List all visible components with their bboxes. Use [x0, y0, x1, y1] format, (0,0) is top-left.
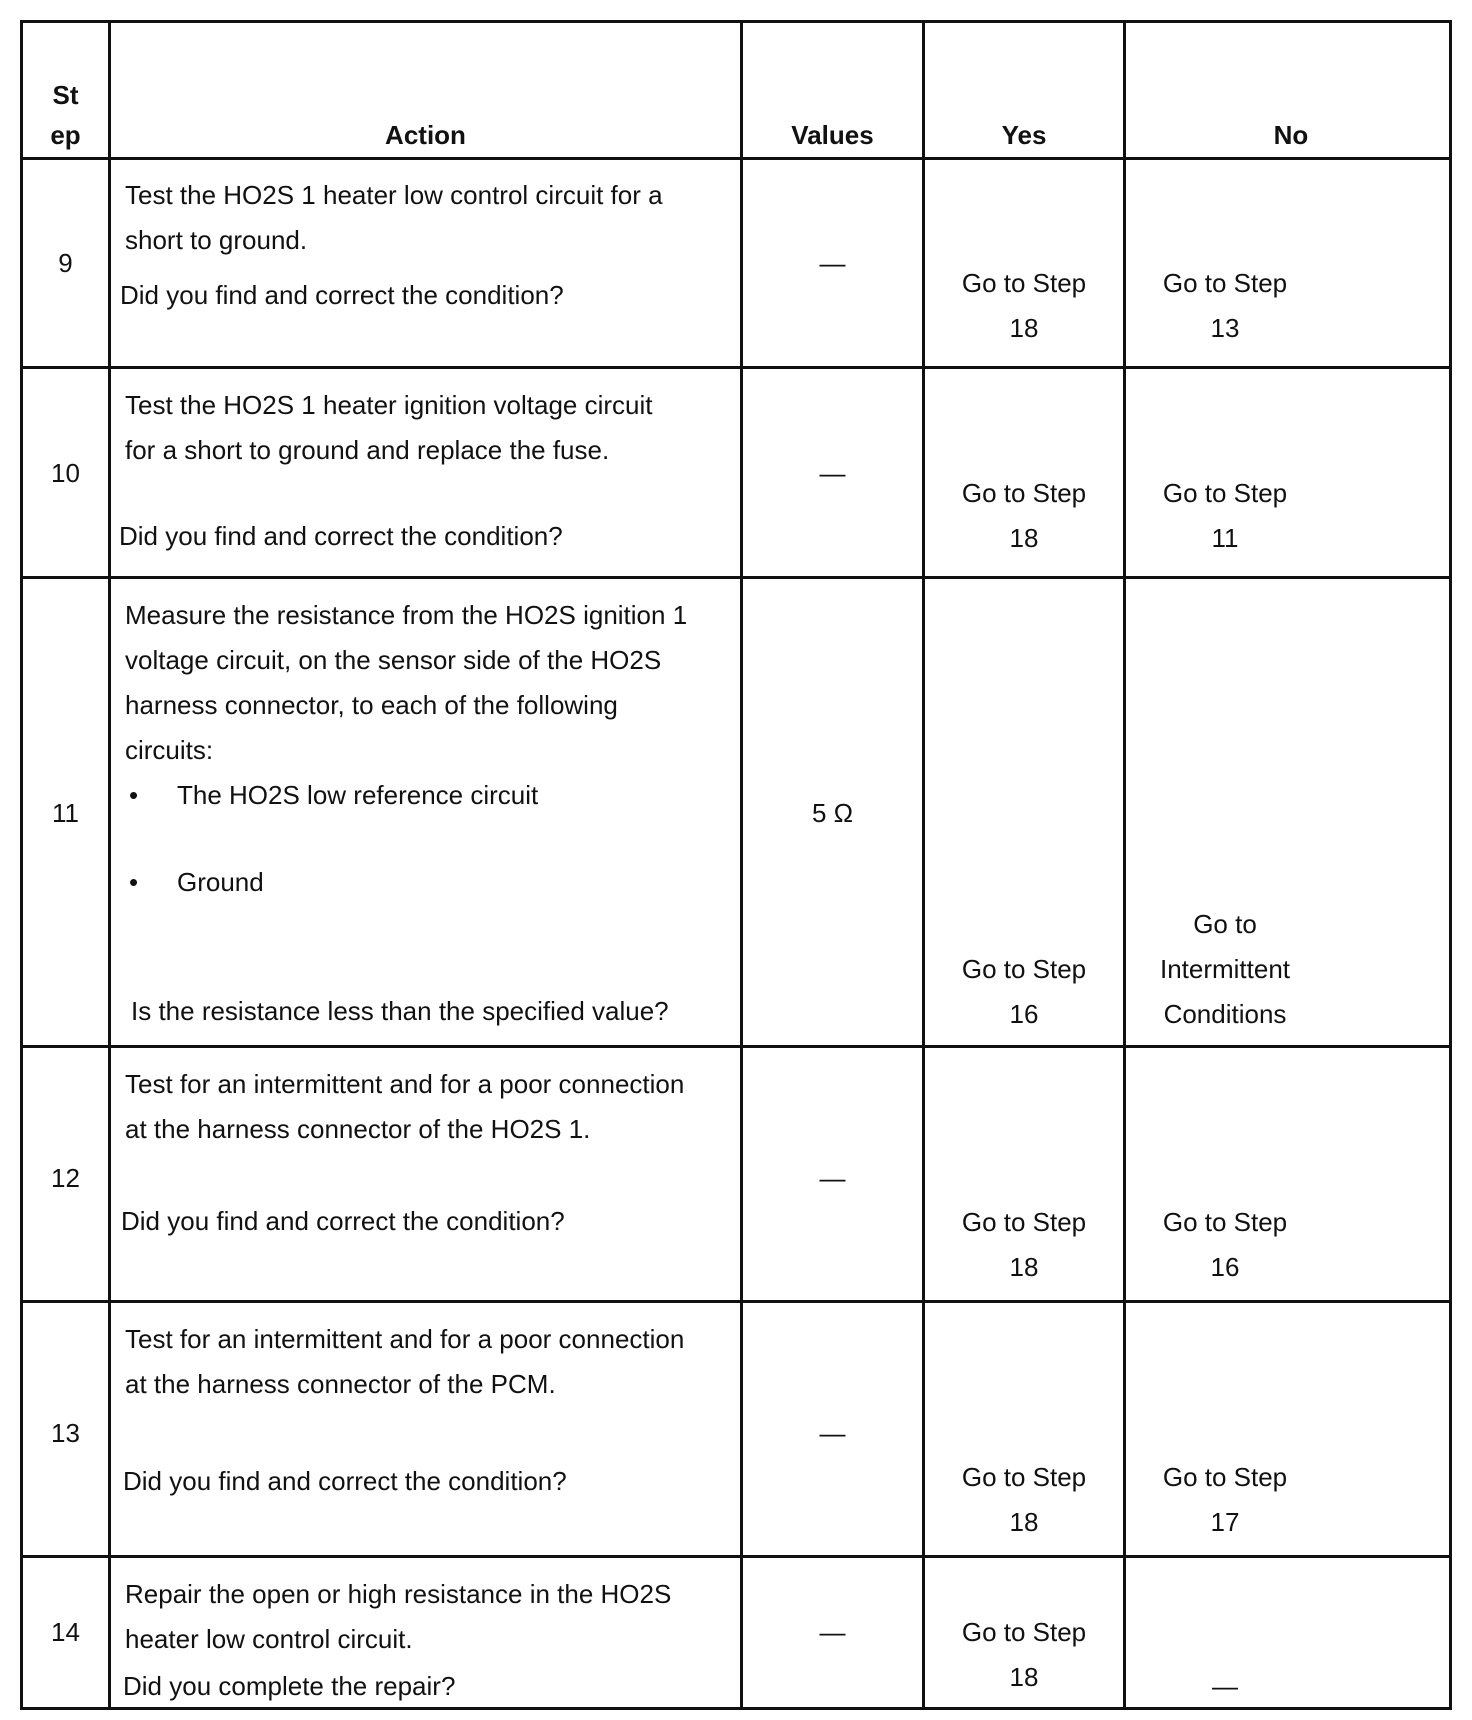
no-link[interactable]: Go to Step — [1162, 1207, 1288, 1237]
value-text: — — [819, 248, 846, 278]
header-no: No — [1273, 120, 1309, 150]
action-text: heater low control circuit. — [125, 1624, 413, 1654]
bullet-icon: • — [129, 867, 139, 897]
header-step — [23, 75, 108, 155]
step-number: 13 — [51, 1418, 80, 1448]
bullet-text: The HO2S low reference circuit — [177, 780, 539, 810]
no-link[interactable]: Go to Step — [1162, 268, 1288, 298]
step-number: 9 — [58, 248, 73, 278]
row-divider — [23, 1300, 1449, 1303]
bullet-text: Ground — [177, 867, 264, 897]
step-number: 12 — [51, 1163, 80, 1193]
header-values: Values — [791, 120, 874, 150]
row-divider — [23, 576, 1449, 579]
no-value: — — [1212, 1671, 1238, 1701]
row-divider — [23, 366, 1449, 369]
header-step-line2: ep — [50, 120, 81, 150]
value-text: — — [819, 1617, 846, 1647]
yes-link-step[interactable]: 18 — [1009, 523, 1039, 553]
value-text: — — [819, 1418, 846, 1448]
action-question: Did you find and correct the condition? — [119, 521, 563, 551]
action-question: Did you find and correct the condition? — [121, 1206, 565, 1236]
diagnostic-table — [20, 20, 1452, 1710]
yes-link-step[interactable]: 18 — [1009, 1662, 1039, 1692]
header-action: Action — [385, 120, 466, 150]
action-text: at the harness connector of the HO2S 1. — [125, 1114, 591, 1144]
action-text: voltage circuit, on the sensor side of the HO2S — [125, 645, 662, 675]
action-text: short to ground. — [125, 225, 308, 255]
no-link-target[interactable]: Conditions — [1163, 999, 1287, 1029]
yes-link-step[interactable]: 18 — [1009, 1252, 1039, 1282]
no-link[interactable]: Go to — [1193, 909, 1257, 939]
yes-link[interactable]: Go to Step — [961, 1207, 1087, 1237]
step-number: 14 — [51, 1617, 80, 1647]
yes-link[interactable]: Go to Step — [961, 1617, 1087, 1647]
no-link[interactable]: Go to Step — [1162, 1462, 1288, 1492]
value-text: — — [819, 458, 846, 488]
step-number: 11 — [52, 798, 79, 828]
yes-link[interactable]: Go to Step — [961, 478, 1087, 508]
bullet-icon: • — [129, 780, 139, 810]
action-text: Measure the resistance from the HO2S ignition 1 — [125, 600, 688, 630]
yes-link-step[interactable]: 18 — [1009, 1507, 1039, 1537]
action-text: at the harness connector of the PCM. — [125, 1369, 556, 1399]
yes-link[interactable]: Go to Step — [961, 1462, 1087, 1492]
column-divider — [108, 23, 111, 1707]
action-text: Test for an intermittent and for a poor connection — [125, 1324, 685, 1354]
yes-link-step[interactable]: 16 — [1009, 999, 1039, 1029]
header-step-line1: St — [52, 80, 79, 110]
yes-link[interactable]: Go to Step — [961, 268, 1087, 298]
no-link-step[interactable]: 16 — [1210, 1252, 1240, 1282]
header-yes: Yes — [1001, 120, 1047, 150]
action-text: Test for an intermittent and for a poor connection — [125, 1069, 685, 1099]
action-question: Is the resistance less than the specified value? — [131, 996, 669, 1026]
no-link-step[interactable]: 17 — [1210, 1507, 1240, 1537]
no-link-target[interactable]: Intermittent — [1159, 954, 1291, 984]
no-link-step[interactable]: 13 — [1210, 313, 1240, 343]
no-link-step[interactable]: 11 — [1211, 523, 1239, 553]
row-divider — [23, 1045, 1449, 1048]
action-text: circuits: — [125, 735, 214, 765]
yes-link[interactable]: Go to Step — [961, 954, 1087, 984]
action-question: Did you find and correct the condition? — [123, 1466, 567, 1496]
action-text: Test the HO2S 1 heater low control circuit for a — [125, 180, 663, 210]
row-divider — [23, 1555, 1449, 1558]
value-text: 5 Ω — [811, 798, 854, 828]
no-link[interactable]: Go to Step — [1162, 478, 1288, 508]
action-text: Test the HO2S 1 heater ignition voltage circuit — [125, 390, 653, 420]
step-number: 10 — [51, 458, 80, 488]
value-text: — — [819, 1163, 846, 1193]
action-text: for a short to ground and replace the fuse. — [125, 435, 610, 465]
action-text: Repair the open or high resistance in the HO2S — [125, 1579, 672, 1609]
yes-link-step[interactable]: 18 — [1009, 313, 1039, 343]
action-question: Did you complete the repair? — [123, 1671, 456, 1701]
action-text: harness connector, to each of the following — [125, 690, 618, 720]
action-question: Did you find and correct the condition? — [120, 280, 564, 310]
